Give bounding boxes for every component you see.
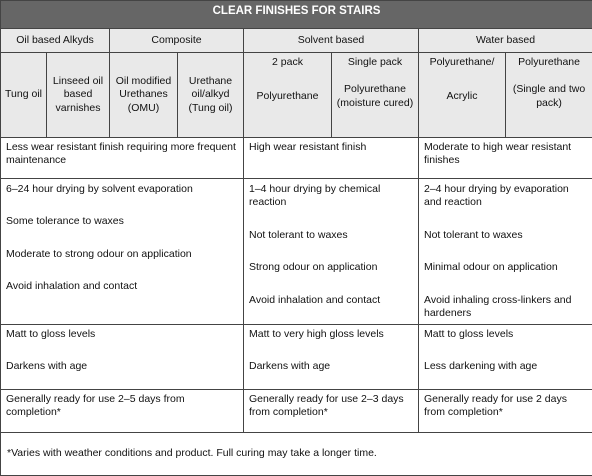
wear-water-cell: Moderate to high wear resistant finishes (419, 138, 592, 179)
type-omu: Oil modified Urethanes (OMU) (110, 53, 178, 138)
type-two-pack-label: 2 pack (247, 56, 328, 69)
footnote: *Varies with weather conditions and product. Full curing may take a longer time. (1, 432, 592, 475)
oil-safety: Avoid inhalation and contact (6, 280, 238, 293)
appearance-water-cell (419, 324, 592, 389)
oil-ageing: Darkens with age (6, 360, 238, 373)
group-water-based: Water based (419, 29, 592, 53)
water-wax: Not tolerant to waxes (424, 229, 587, 242)
props-water-cell (419, 179, 592, 325)
water-ageing: Less darkening with age (424, 360, 587, 373)
appearance-oil-cell (1, 324, 244, 389)
solvent-odour: Strong odour on application (249, 261, 413, 274)
solvent-safety: Avoid inhalation and contact (249, 294, 413, 307)
type-wb-poly2-note: (Single and two pack) (509, 83, 589, 110)
type-single-pack-label: Single pack (335, 56, 415, 69)
appearance-solvent-cell (244, 324, 419, 389)
oil-odour: Moderate to strong odour on application (6, 248, 238, 261)
oil-drying: 6–24 hour drying by solvent evaporation (6, 183, 238, 196)
type-wb-poly-label: Polyurethane/ (422, 56, 502, 69)
solvent-wax: Not tolerant to waxes (249, 229, 413, 242)
type-wb-acrylic-label: Acrylic (422, 90, 502, 103)
ready-oil-cell: Generally ready for use 2–5 days from completion* (1, 389, 244, 432)
water-odour: Minimal odour on application (424, 261, 587, 274)
type-single-pack-material: Polyurethane (moisture cured) (335, 83, 415, 110)
props-solvent-cell (244, 179, 419, 325)
oil-wax: Some tolerance to waxes (6, 215, 238, 228)
water-drying: 2–4 hour drying by evaporation and reaction (424, 183, 587, 210)
group-oil-alkyds: Oil based Alkyds (1, 29, 110, 53)
ready-solvent-cell: Generally ready for use 2–3 days from completion* (244, 389, 419, 432)
type-wb-poly-acrylic (419, 53, 506, 138)
type-single-pack (332, 53, 419, 138)
oil-gloss: Matt to gloss levels (6, 328, 238, 341)
type-tung-oil: Tung oil (1, 53, 47, 138)
group-composite: Composite (110, 29, 244, 53)
solvent-ageing: Darkens with age (249, 360, 413, 373)
type-wb-polyurethane (506, 53, 592, 138)
props-oil-cell (1, 179, 244, 325)
solvent-gloss: Matt to very high gloss levels (249, 328, 413, 341)
table-title: CLEAR FINISHES FOR STAIRS (1, 1, 592, 29)
wear-oil-cell: Less wear resistant finish requiring more frequent maintenance (1, 138, 244, 179)
type-linseed-oil: Linseed oil based varnishes (47, 53, 110, 138)
wear-solvent-cell: High wear resistant finish (244, 138, 419, 179)
solvent-drying: 1–4 hour drying by chemical reaction (249, 183, 413, 210)
water-safety: Avoid inhaling cross-linkers and hardeners (424, 294, 587, 321)
group-solvent-based: Solvent based (244, 29, 419, 53)
water-gloss: Matt to gloss levels (424, 328, 587, 341)
type-wb-poly2-label: Polyurethane (509, 56, 589, 69)
type-two-pack (244, 53, 332, 138)
ready-water-cell: Generally ready for use 2 days from completion* (419, 389, 592, 432)
type-two-pack-material: Polyurethane (247, 90, 328, 103)
type-urethane-alkyd: Urethane oil/alkyd (Tung oil) (178, 53, 244, 138)
